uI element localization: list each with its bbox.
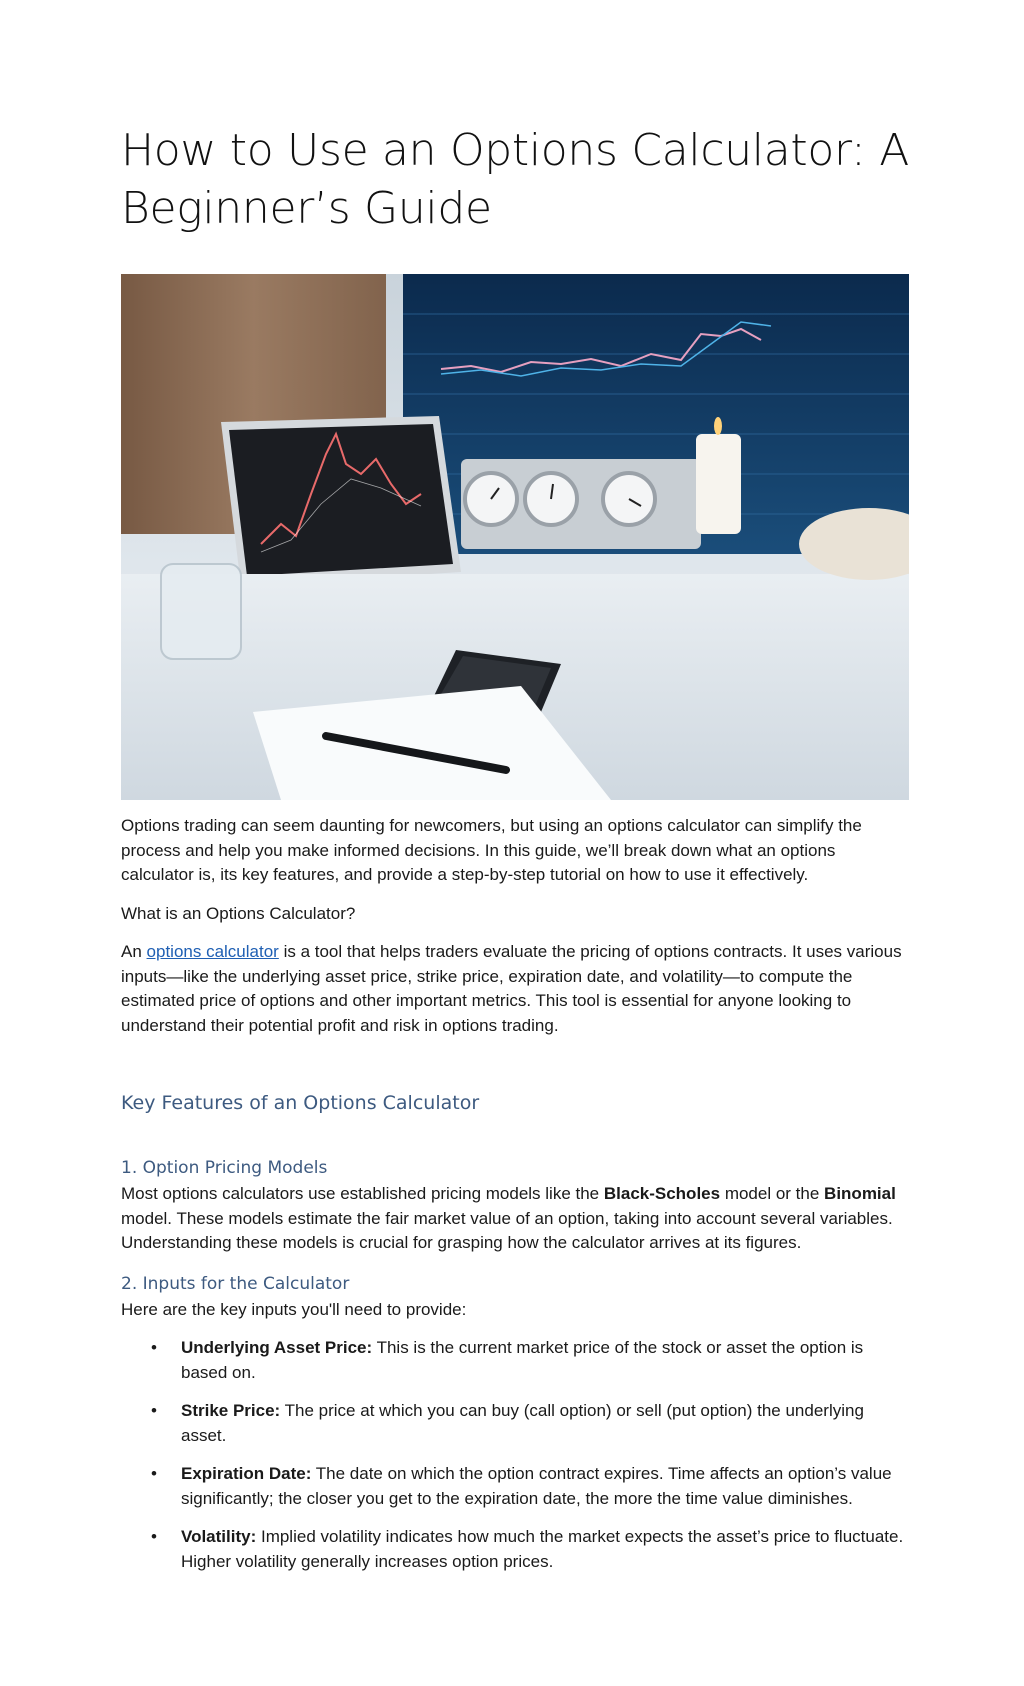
list-item-text: Implied volatility indicates how much the market expects the asset’s price to fluctuate. Higher volatility generally increases option prices. (181, 1527, 904, 1571)
definition-paragraph (121, 940, 911, 1038)
intro-paragraph: Options trading can seem daunting for newcomers, but using an options calculator can simplify the process and help you make informed decisions. In this guide, we’ll break down what an options calculator is, its key features, and provide a step-by-step tutorial on how to use it effectively. (121, 816, 862, 884)
list-item-text: The date on which the option contract expires. Time affects an option’s value significantly; the closer you get to the expiration date, the more the time value diminishes. (181, 1464, 892, 1508)
inputs-lead: Here are the key inputs you'll need to provide: (121, 1299, 467, 1319)
options-calculator-link[interactable]: options calculator (146, 942, 279, 961)
subheading-pricing-models: 1. Option Pricing Models (121, 1158, 328, 1178)
hero-illustration (121, 274, 909, 800)
title-line-1: How to Use an Options Calculator: A (121, 125, 909, 176)
bullet-icon: • (151, 1464, 157, 1483)
bullet-icon: • (151, 1338, 157, 1357)
subheading-inputs: 2. Inputs for the Calculator (121, 1273, 350, 1294)
binomial-term: Binomial (824, 1184, 896, 1203)
definition-rest: is a tool that helps traders evaluate the pricing of options contracts. It uses various inputs—like the underlying asset price, strike price, expiration date, and volatility—to compute the estimated price of options and other important metrics. This tool is essential for anyone looking to understand their potential profit and risk in options trading. (121, 942, 902, 1035)
bullet-icon: • (151, 1527, 157, 1546)
pricing-text-b: model or the (720, 1184, 825, 1203)
bullet-icon: • (151, 1401, 157, 1420)
question-heading: What is an Options Calculator? (121, 903, 356, 923)
hero-image (121, 274, 909, 800)
list-item (151, 1525, 911, 1574)
page-title (121, 122, 911, 238)
list-item (151, 1336, 911, 1385)
article (121, 110, 911, 1588)
definition-prefix: An (121, 942, 147, 961)
list-item-text: This is the current market price of the stock or asset the option is based on. (181, 1338, 864, 1382)
section-heading: Key Features of an Options Calculator (121, 1092, 480, 1114)
list-item-text: The price at which you can buy (call option) or sell (put option) the underlying asset. (181, 1401, 864, 1445)
list-item-label: Underlying Asset Price: (181, 1338, 373, 1357)
title-line-2: Beginner’s Guide (121, 183, 492, 234)
black-scholes-term: Black-Scholes (603, 1184, 721, 1203)
list-item (151, 1462, 911, 1511)
list-item-label: Expiration Date: (181, 1464, 312, 1483)
pricing-text-a: Most options calculators use established pricing models like the (121, 1184, 604, 1203)
list-item (151, 1399, 911, 1448)
pricing-models-paragraph (121, 1182, 911, 1256)
list-item-label: Strike Price: (181, 1401, 281, 1420)
pricing-text-c: model. These models estimate the fair market value of an option, taking into account several variables. Understanding these models is crucial for grasping how the calculator arrives at its figures. (121, 1208, 893, 1252)
list-item-label: Volatility: (181, 1527, 257, 1546)
inputs-list (121, 1336, 911, 1574)
